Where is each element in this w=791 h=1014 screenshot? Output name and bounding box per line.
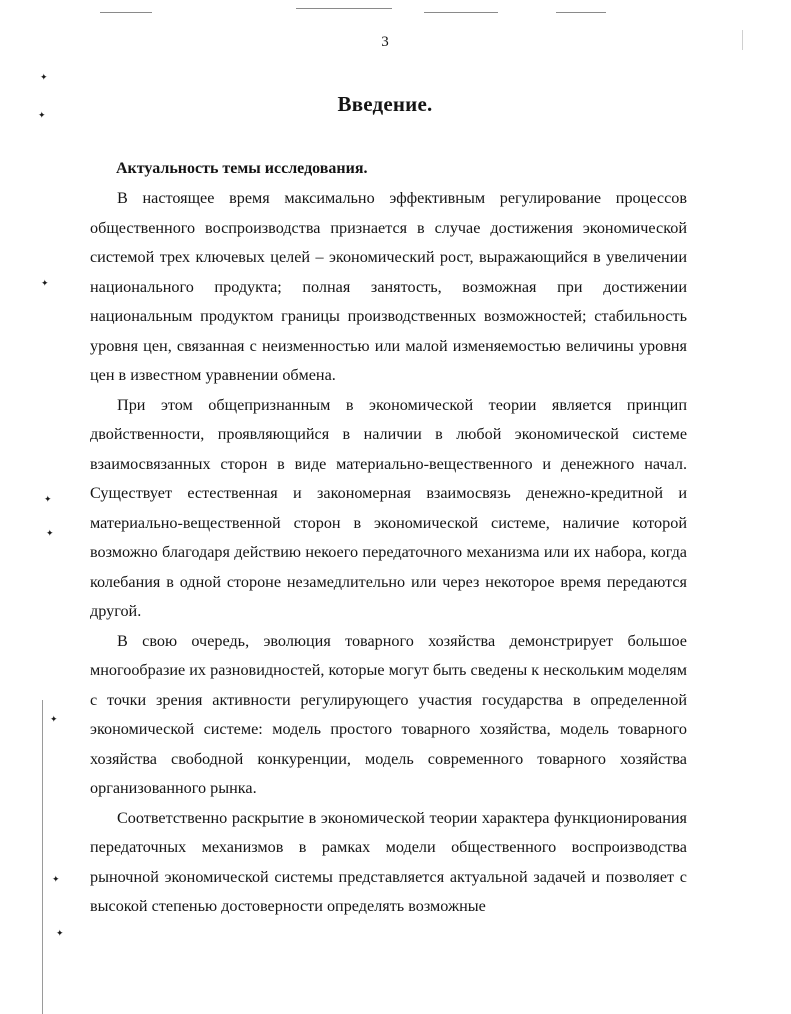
speck-mark-icon: ✦ bbox=[40, 73, 48, 83]
speck-mark-icon: ✦ bbox=[44, 495, 52, 505]
speck-mark-icon: ✦ bbox=[38, 111, 46, 121]
speck-mark-icon: ✦ bbox=[46, 529, 54, 539]
speck-mark-icon: ✦ bbox=[56, 929, 64, 939]
body-text bbox=[90, 184, 687, 922]
scan-artifact-line bbox=[424, 12, 498, 13]
scan-artifact-line bbox=[556, 12, 606, 13]
page-title: Введение. bbox=[337, 92, 433, 116]
paragraph: В свою очередь, эволюция товарного хозяйства демонстрирует большое многообразие их разновидностей, которые могут быть сведены к нескольким моделям с точки зрения активности регулирующего участия государства в определенной экономической системе: модель простого товарного хозяйства, модель товарного хозяйства свободной конкуренции, модель современного товарного хозяйства организованного рынка. bbox=[90, 631, 687, 797]
scan-artifact-line bbox=[100, 12, 152, 13]
paragraph: При этом общепризнанным в экономической теории является принцип двойственности, проявляющийся в наличии в любой экономической системе взаимосвязанных сторон в виде материально-вещественного и денежного начал. Существует естественная и закономерная взаимосвязь денежно-кредитной и материально-вещественной сторон в экономической системе, наличие которой возможно благодаря действию некоего передаточного механизма или их набора, когда колебания в одной стороне незамедлительно или через некоторое время передаются другой. bbox=[90, 395, 687, 620]
paragraph: Соответственно раскрытие в экономической теории характера функционирования передаточных механизмов в рамках модели общественного воспроизводства рыночной экономической системы представляется актуальной задачей и позволяет с высокой степенью достоверности определять возможные bbox=[90, 808, 687, 915]
speck-mark-icon: ✦ bbox=[50, 715, 58, 725]
scan-artifact-line bbox=[296, 8, 392, 9]
section-subheading: Актуальность темы исследования. bbox=[116, 160, 368, 177]
page-number: 3 bbox=[381, 34, 389, 50]
speck-mark-icon: ✦ bbox=[41, 279, 49, 289]
paragraph: В настоящее время максимально эффективным регулирование процессов общественного воспроизводства признается в случае достижения экономической системой трех ключевых целей – экономический рост, выражающийся в увеличении национального продукта; полная занятость, возможная при достижении национальным продуктом границы производственных возможностей; стабильность уровня цен, связанная с неизменностью или малой изменяемостью величины уровня цен в известном уравнении обмена. bbox=[90, 189, 687, 384]
margin-rule-line bbox=[42, 700, 43, 1014]
speck-mark-icon: ✦ bbox=[52, 875, 60, 885]
